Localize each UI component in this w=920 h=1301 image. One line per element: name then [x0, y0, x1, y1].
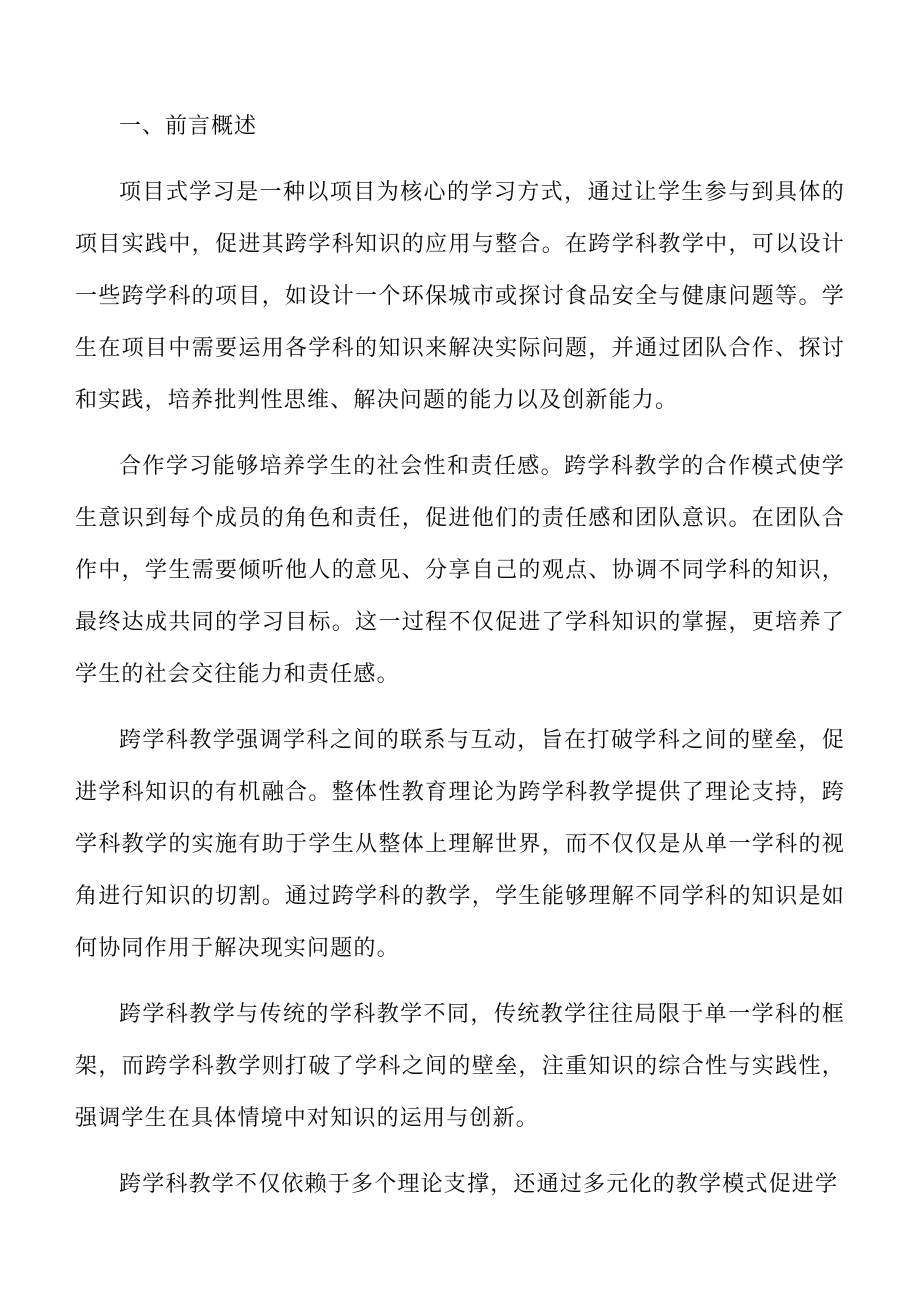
section-heading: 一、前言概述: [119, 113, 258, 138]
paragraph: 跨学科教学与传统的学科教学不同，传统教学往往局限于单一学科的框架，而跨学科教学则打破了学科之间的壁垒，注重知识的综合性与实践性，强调学生在具体情境中对知识的运用与创新。: [75, 1001, 845, 1130]
paragraph: 跨学科教学强调学科之间的联系与互动，旨在打破学科之间的壁垒，促进学科知识的有机融合。整体性教育理论为跨学科教学提供了理论支持，跨学科教学的实施有助于学生从整体上理解世界，而不仅仅是从单一学科的视角进行知识的切割。通过跨学科的教学，学生能够理解不同学科的知识是如何协同作用于解决现实问题的。: [75, 727, 845, 960]
paragraph: 项目式学习是一种以项目为核心的学习方式，通过让学生参与到具体的项目实践中，促进其跨学科知识的应用与整合。在跨学科教学中，可以设计一些跨学科的项目，如设计一个环保城市或探讨食品安全与健康问题等。学生在项目中需要运用各学科的知识来解决实际问题，并通过团队合作、探讨和实践，培养批判性思维、解决问题的能力以及创新能力。: [75, 179, 845, 412]
paragraph: 跨学科教学不仅依赖于多个理论支撑，还通过多元化的教学模式促进学: [119, 1171, 839, 1196]
paragraph: 合作学习能够培养学生的社会性和责任感。跨学科教学的合作模式使学生意识到每个成员的角色和责任，促进他们的责任感和团队意识。在团队合作中，学生需要倾听他人的意见、分享自己的观点、协调不同学科的知识，最终达成共同的学习目标。这一过程不仅促进了学科知识的掌握，更培养了学生的社会交往能力和责任感。: [75, 453, 845, 686]
